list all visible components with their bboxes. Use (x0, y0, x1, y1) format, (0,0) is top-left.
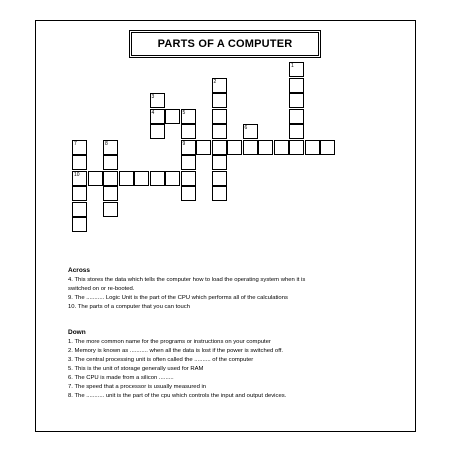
grid-cell[interactable] (243, 140, 258, 155)
grid-cell[interactable] (212, 124, 227, 139)
clue-number: 8 (105, 140, 108, 147)
grid-cell[interactable] (289, 109, 304, 124)
clue-number: 5 (182, 109, 186, 116)
grid-cell[interactable] (196, 140, 211, 155)
grid-cell[interactable] (72, 155, 87, 170)
grid-cell[interactable] (212, 109, 227, 124)
grid-cell[interactable] (150, 124, 165, 139)
grid-cell[interactable] (88, 171, 103, 186)
grid-cell[interactable] (289, 78, 304, 93)
clue-number: 1 (291, 63, 294, 69)
down-clue: 6. The CPU is made from a silicon ......... (68, 375, 174, 381)
grid-cell[interactable] (103, 202, 118, 217)
grid-cell[interactable] (103, 155, 118, 170)
grid-cell[interactable] (72, 186, 87, 201)
down-clue: 8. The ........... unit is the part of the cpu which controls the input and output devices. (68, 393, 287, 399)
clue-number: 7 (74, 140, 77, 147)
grid-cell[interactable] (258, 140, 273, 155)
grid-cell[interactable] (243, 124, 258, 139)
grid-cell[interactable] (212, 140, 227, 155)
grid-cell[interactable] (150, 171, 165, 186)
grid-cell[interactable] (181, 186, 196, 201)
grid-cell[interactable] (274, 140, 289, 155)
grid-cell[interactable] (289, 62, 304, 77)
grid-cell[interactable] (212, 93, 227, 108)
grid-cell[interactable] (165, 109, 180, 124)
grid-cell[interactable] (181, 171, 196, 186)
grid-cell[interactable] (289, 124, 304, 139)
down-clue: 3. The central processing unit is often called the .......... of the computer (68, 357, 254, 363)
grid-cell[interactable] (305, 140, 320, 155)
grid-cell[interactable] (181, 109, 196, 124)
across-clue: 4. This stores the data which tells the computer how to load the operating system when it is (68, 277, 306, 283)
clue-number: 10 (74, 171, 80, 178)
grid-cell[interactable] (119, 171, 134, 186)
down-clue: 5. This is the unit of storage generally used for RAM (68, 366, 204, 372)
grid-cell[interactable] (150, 93, 165, 108)
grid-cell[interactable] (134, 171, 149, 186)
grid-cell[interactable] (72, 140, 87, 155)
grid-cell[interactable] (212, 171, 227, 186)
across-clue: 9. The ........... Logic Unit is the part of the CPU which performs all of the calculations (68, 295, 288, 301)
down-clue: 7. The speed that a processor is usually measured in (68, 384, 207, 390)
grid-cell[interactable] (181, 124, 196, 139)
page-title: PARTS OF A COMPUTER (157, 38, 293, 50)
down-clue: 2. Memory is known as ........... when all the data is lost if the power is switched off. (68, 348, 283, 354)
grid-cell[interactable] (150, 109, 165, 124)
grid-cell[interactable] (103, 171, 118, 186)
clue-number: 2 (213, 78, 217, 85)
clue-number: 3 (151, 94, 155, 100)
grid-cell[interactable] (165, 171, 180, 186)
grid-cell[interactable] (103, 186, 118, 201)
grid-cell[interactable] (320, 140, 335, 155)
grid-cell[interactable] (212, 186, 227, 201)
clue-number: 6 (244, 125, 248, 131)
down-clue: 1. The more common name for the programs or instructions on your computer (68, 339, 271, 345)
across-clue: switched on or re-booted. (68, 286, 135, 292)
clue-list (68, 266, 408, 401)
grid-cell[interactable] (72, 217, 87, 232)
grid-cell[interactable] (289, 93, 304, 108)
grid-cell[interactable] (212, 78, 227, 93)
grid-cell[interactable] (181, 155, 196, 170)
across-heading: Across (68, 267, 91, 274)
grid-cell[interactable] (72, 171, 87, 186)
clue-number: 9 (182, 140, 186, 147)
grid-cell[interactable] (289, 140, 304, 155)
grid-cell[interactable] (103, 140, 118, 155)
down-heading: Down (68, 329, 86, 336)
grid-cell[interactable] (181, 140, 196, 155)
grid-cell[interactable] (212, 155, 227, 170)
grid-cell[interactable] (227, 140, 242, 155)
clue-number: 4 (151, 109, 155, 116)
grid-cell[interactable] (72, 202, 87, 217)
across-clue: 10. The parts of a computer that you can touch (68, 304, 191, 310)
